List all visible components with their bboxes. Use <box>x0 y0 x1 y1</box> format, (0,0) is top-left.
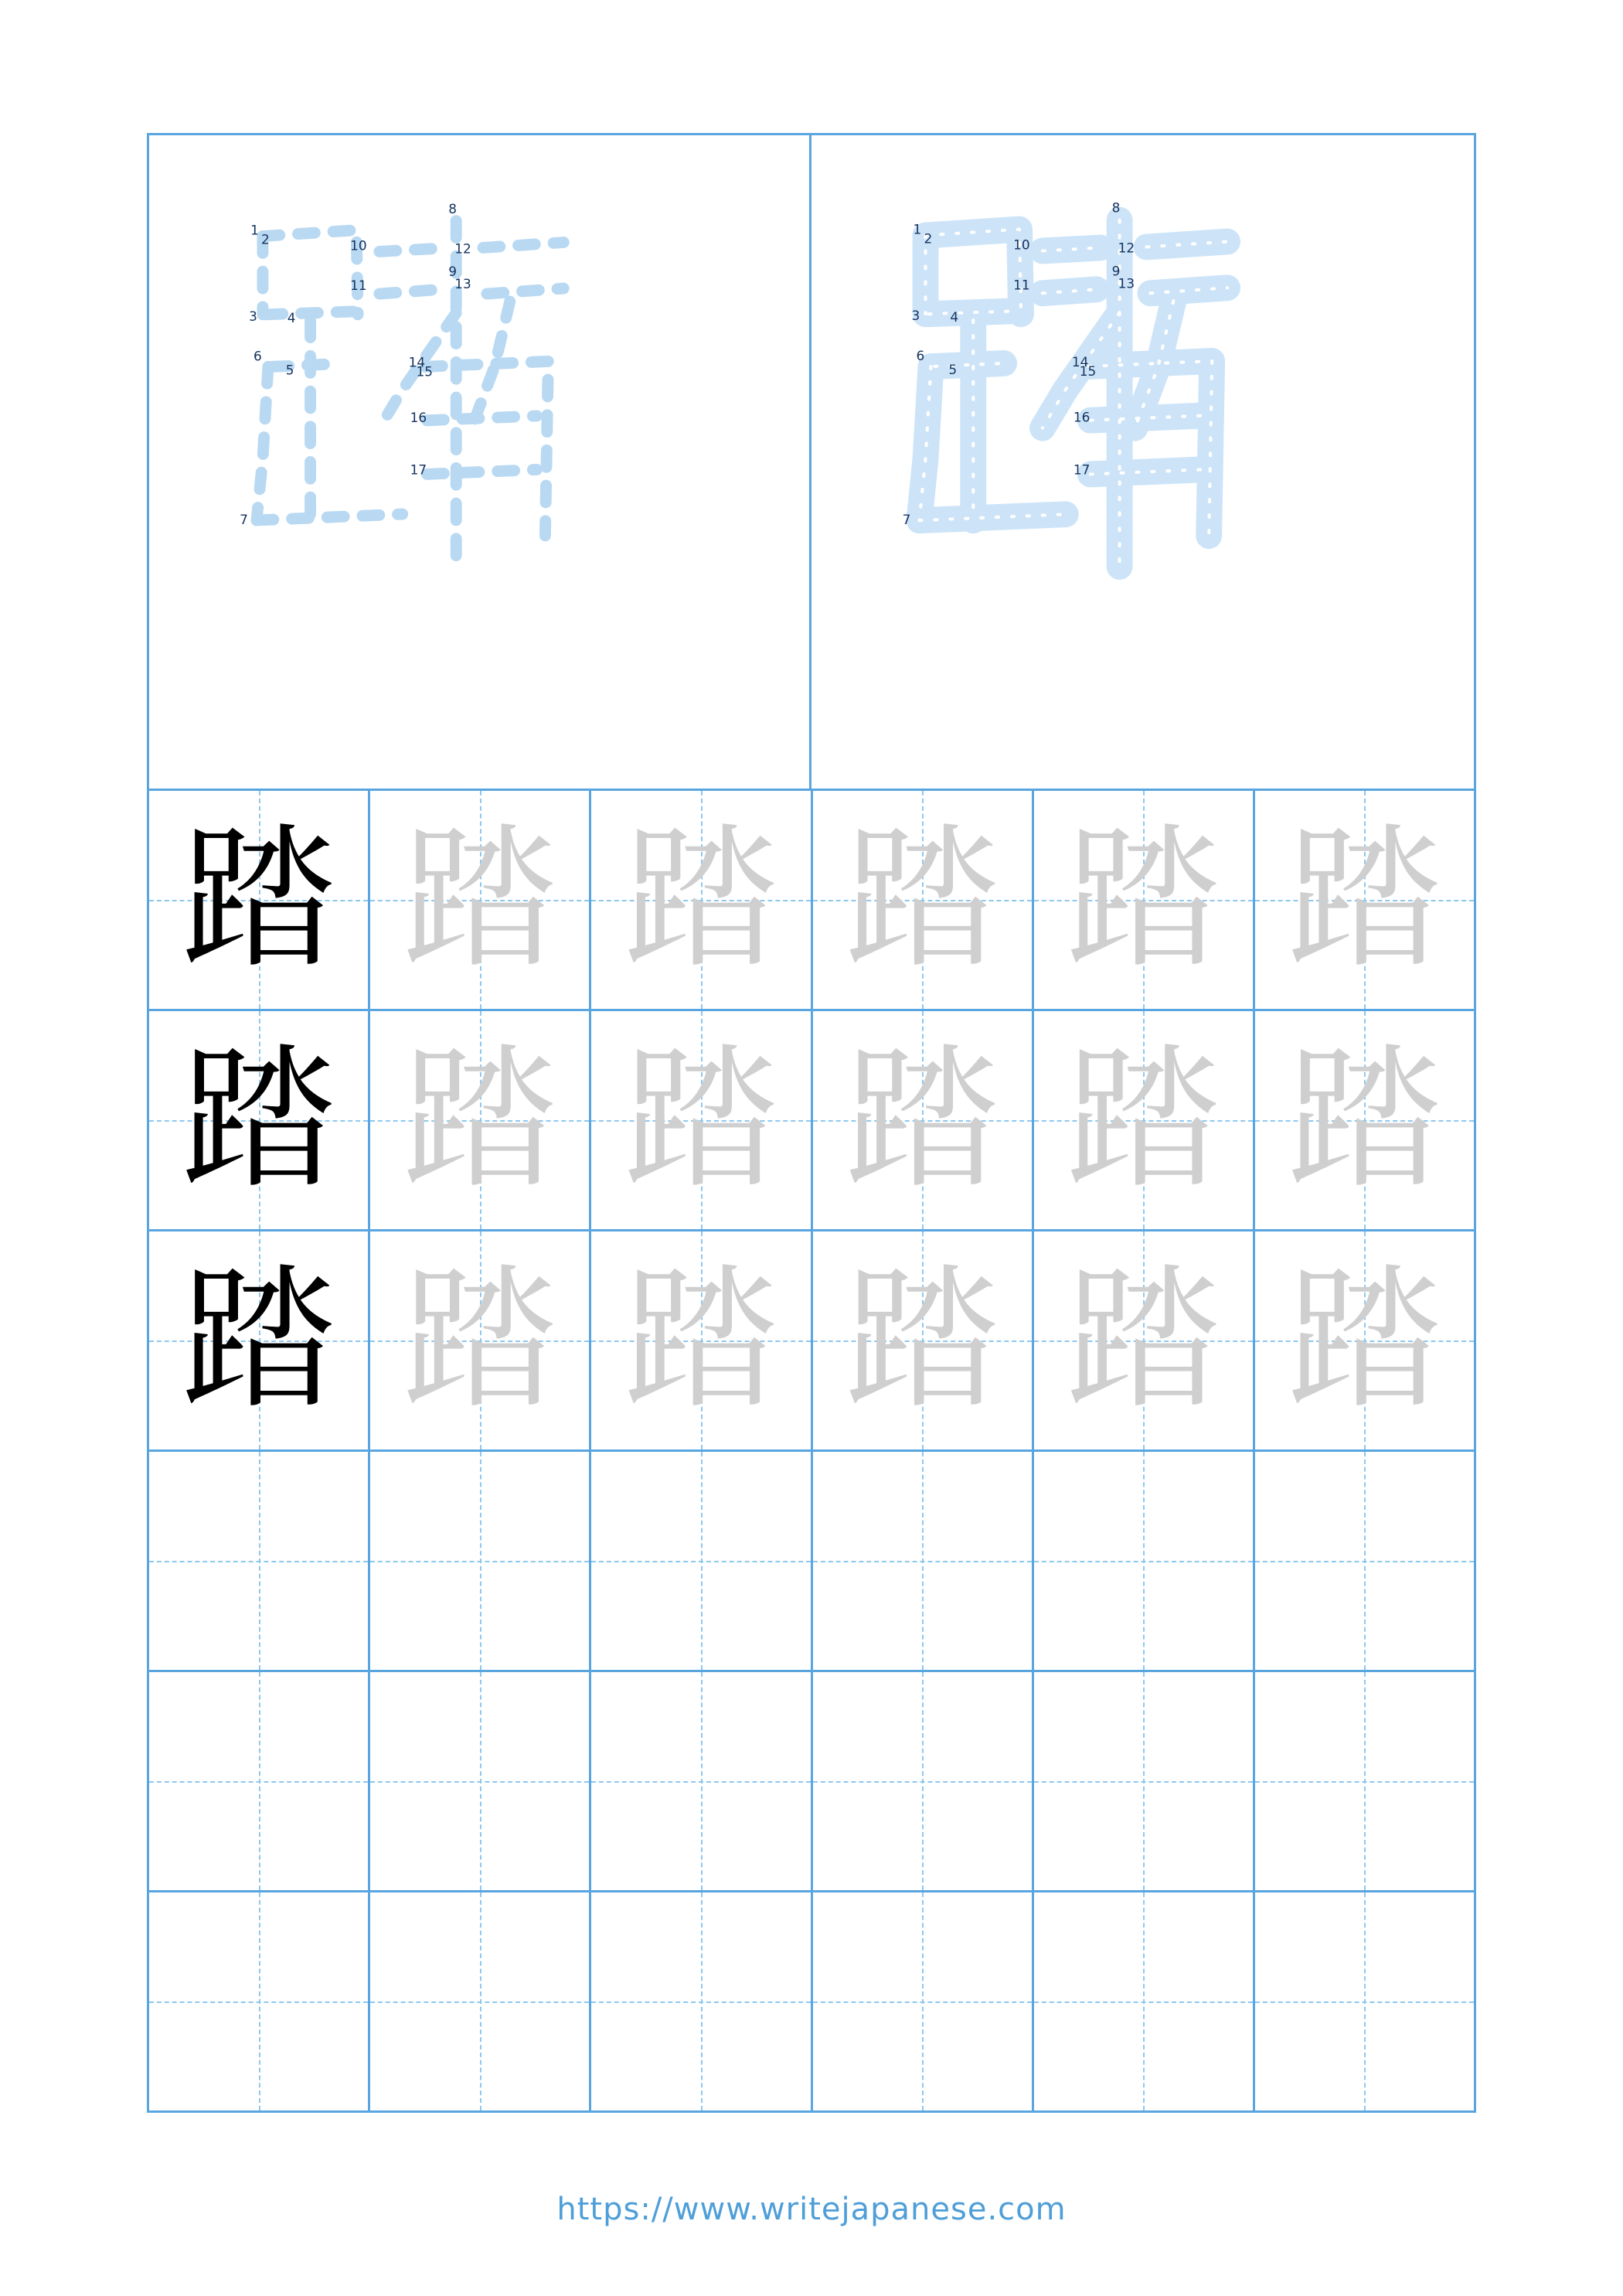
svg-text:14: 14 <box>1071 353 1089 370</box>
svg-text:7: 7 <box>240 511 248 527</box>
practice-cell[interactable] <box>1034 1011 1255 1231</box>
kanji-glyph: 踏 <box>181 809 336 990</box>
svg-text:5: 5 <box>948 361 958 377</box>
kanji-glyph-ghost: 踏 <box>1066 809 1221 990</box>
practice-cell[interactable] <box>813 1452 1034 1672</box>
svg-text:7: 7 <box>902 512 911 528</box>
guide-hline <box>1034 2001 1253 2003</box>
svg-text:8: 8 <box>1111 199 1121 216</box>
practice-cell[interactable] <box>149 1892 370 2113</box>
svg-text:11: 11 <box>1013 277 1030 293</box>
kanji-glyph-ghost: 踏 <box>845 809 1000 990</box>
kanji-glyph-ghost: 踏 <box>623 1250 778 1430</box>
svg-text:5: 5 <box>285 362 294 378</box>
stroke-order-diagram-dashed <box>149 135 812 789</box>
svg-text:4: 4 <box>950 309 959 325</box>
practice-cell[interactable] <box>149 791 370 1011</box>
dashed-stroke-svg <box>149 135 809 789</box>
practice-row <box>149 1231 1476 1452</box>
footer-url[interactable]: https://www.writejapanese.com <box>556 2192 1067 2227</box>
practice-cell[interactable] <box>1034 791 1255 1011</box>
svg-text:8: 8 <box>448 200 458 216</box>
guide-vline <box>259 1672 260 1890</box>
svg-text:3: 3 <box>911 308 920 324</box>
guide-hline <box>591 2001 810 2003</box>
kanji-glyph-ghost: 踏 <box>402 1030 557 1210</box>
svg-text:17: 17 <box>1073 462 1091 478</box>
stroke-order-demo-row <box>147 133 1476 789</box>
practice-cell[interactable] <box>149 1011 370 1231</box>
guide-hline <box>1034 1561 1253 1562</box>
guide-vline <box>922 1452 924 1670</box>
svg-text:6: 6 <box>916 347 925 363</box>
guide-vline <box>480 1672 481 1890</box>
practice-cell[interactable] <box>1255 1672 1476 1892</box>
svg-text:10: 10 <box>350 237 367 254</box>
kanji-glyph-ghost: 踏 <box>1066 1250 1221 1430</box>
kanji-glyph-ghost: 踏 <box>402 1250 557 1430</box>
svg-text:16: 16 <box>1073 409 1091 425</box>
practice-cell[interactable] <box>813 1892 1034 2113</box>
guide-vline <box>922 1672 924 1890</box>
svg-text:9: 9 <box>1111 263 1121 279</box>
practice-cell[interactable] <box>591 1231 812 1452</box>
svg-text:11: 11 <box>350 278 367 294</box>
practice-cell[interactable] <box>591 1892 812 2113</box>
kanji-glyph-ghost: 踏 <box>623 1030 778 1210</box>
guide-vline <box>1143 1672 1145 1890</box>
practice-row <box>149 791 1476 1011</box>
guide-hline <box>813 1561 1032 1562</box>
practice-cell[interactable] <box>813 1672 1034 1892</box>
practice-cell[interactable] <box>149 1672 370 1892</box>
kanji-glyph-ghost: 踏 <box>402 809 557 990</box>
practice-row <box>149 1452 1476 1672</box>
practice-cell[interactable] <box>813 791 1034 1011</box>
practice-cell[interactable] <box>149 1452 370 1672</box>
svg-text:16: 16 <box>410 409 427 425</box>
guide-vline <box>701 1672 703 1890</box>
practice-cell[interactable] <box>591 1452 812 1672</box>
kanji-glyph-ghost: 踏 <box>1287 1030 1442 1210</box>
guide-hline <box>591 1561 810 1562</box>
guide-hline <box>149 1561 368 1562</box>
guide-hline <box>370 2001 589 2003</box>
guide-vline <box>259 1892 260 2110</box>
guide-vline <box>480 1892 481 2110</box>
guide-vline <box>1143 1452 1145 1670</box>
guide-vline <box>701 1892 703 2110</box>
svg-text:9: 9 <box>448 264 458 280</box>
svg-text:2: 2 <box>260 231 270 247</box>
practice-cell[interactable] <box>1255 1011 1476 1231</box>
practice-row <box>149 1892 1476 2113</box>
practice-cell[interactable] <box>591 1011 812 1231</box>
guide-hline <box>149 1781 368 1783</box>
practice-cell[interactable] <box>1255 1231 1476 1452</box>
svg-text:4: 4 <box>287 309 296 325</box>
practice-cell[interactable] <box>370 791 591 1011</box>
guide-hline <box>813 1781 1032 1783</box>
svg-text:13: 13 <box>1118 275 1135 291</box>
practice-cell[interactable] <box>1255 1452 1476 1672</box>
guide-hline <box>1255 2001 1474 2003</box>
practice-cell[interactable] <box>1255 791 1476 1011</box>
practice-grid <box>147 789 1476 2113</box>
svg-text:1: 1 <box>250 222 259 238</box>
guide-vline <box>922 1892 924 2110</box>
practice-cell[interactable] <box>591 1672 812 1892</box>
kanji-glyph-ghost: 踏 <box>845 1030 1000 1210</box>
practice-cell[interactable] <box>1034 1672 1255 1892</box>
guide-hline <box>591 1781 810 1783</box>
guide-hline <box>370 1781 589 1783</box>
practice-cell[interactable] <box>370 1452 591 1672</box>
guide-vline <box>701 1452 703 1670</box>
practice-cell[interactable] <box>591 791 812 1011</box>
svg-text:12: 12 <box>1118 240 1135 256</box>
practice-cell[interactable] <box>370 1231 591 1452</box>
practice-cell[interactable] <box>813 1231 1034 1452</box>
svg-text:14: 14 <box>408 354 426 370</box>
guide-hline <box>370 1561 589 1562</box>
practice-cell[interactable] <box>149 1231 370 1452</box>
guide-vline <box>1364 1452 1366 1670</box>
practice-cell[interactable] <box>813 1011 1034 1231</box>
solid-stroke-svg <box>812 135 1474 789</box>
guide-hline <box>813 2001 1032 2003</box>
guide-vline <box>480 1452 481 1670</box>
svg-text:15: 15 <box>1079 363 1097 379</box>
svg-text:17: 17 <box>410 462 427 478</box>
practice-cell[interactable] <box>1034 1892 1255 2113</box>
kanji-glyph-ghost: 踏 <box>1066 1030 1221 1210</box>
practice-cell[interactable] <box>1034 1452 1255 1672</box>
practice-cell[interactable] <box>370 1672 591 1892</box>
practice-cell[interactable] <box>370 1011 591 1231</box>
kanji-glyph-ghost: 踏 <box>845 1250 1000 1430</box>
guide-vline <box>1364 1892 1366 2110</box>
svg-text:6: 6 <box>253 348 262 364</box>
kanji-glyph-ghost: 踏 <box>1287 809 1442 990</box>
kanji-glyph: 踏 <box>181 1030 336 1210</box>
svg-text:12: 12 <box>454 240 471 257</box>
guide-hline <box>149 2001 368 2003</box>
practice-row <box>149 1011 1476 1231</box>
practice-cell[interactable] <box>1034 1231 1255 1452</box>
practice-cell[interactable] <box>370 1892 591 2113</box>
guide-vline <box>259 1452 260 1670</box>
stroke-order-diagram-solid <box>812 135 1474 789</box>
guide-hline <box>1255 1561 1474 1562</box>
svg-text:10: 10 <box>1013 237 1030 253</box>
guide-hline <box>1034 1781 1253 1783</box>
guide-hline <box>1255 1781 1474 1783</box>
kanji-glyph-ghost: 踏 <box>623 809 778 990</box>
practice-cell[interactable] <box>1255 1892 1476 2113</box>
guide-vline <box>1364 1672 1366 1890</box>
svg-text:3: 3 <box>249 308 257 324</box>
worksheet <box>147 133 1476 2158</box>
svg-text:2: 2 <box>924 230 933 247</box>
guide-vline <box>1143 1892 1145 2110</box>
svg-text:15: 15 <box>416 363 434 380</box>
kanji-glyph-ghost: 踏 <box>1287 1250 1442 1430</box>
kanji-glyph: 踏 <box>181 1250 336 1430</box>
practice-row <box>149 1672 1476 1892</box>
svg-text:1: 1 <box>913 221 922 237</box>
svg-text:13: 13 <box>454 276 471 292</box>
